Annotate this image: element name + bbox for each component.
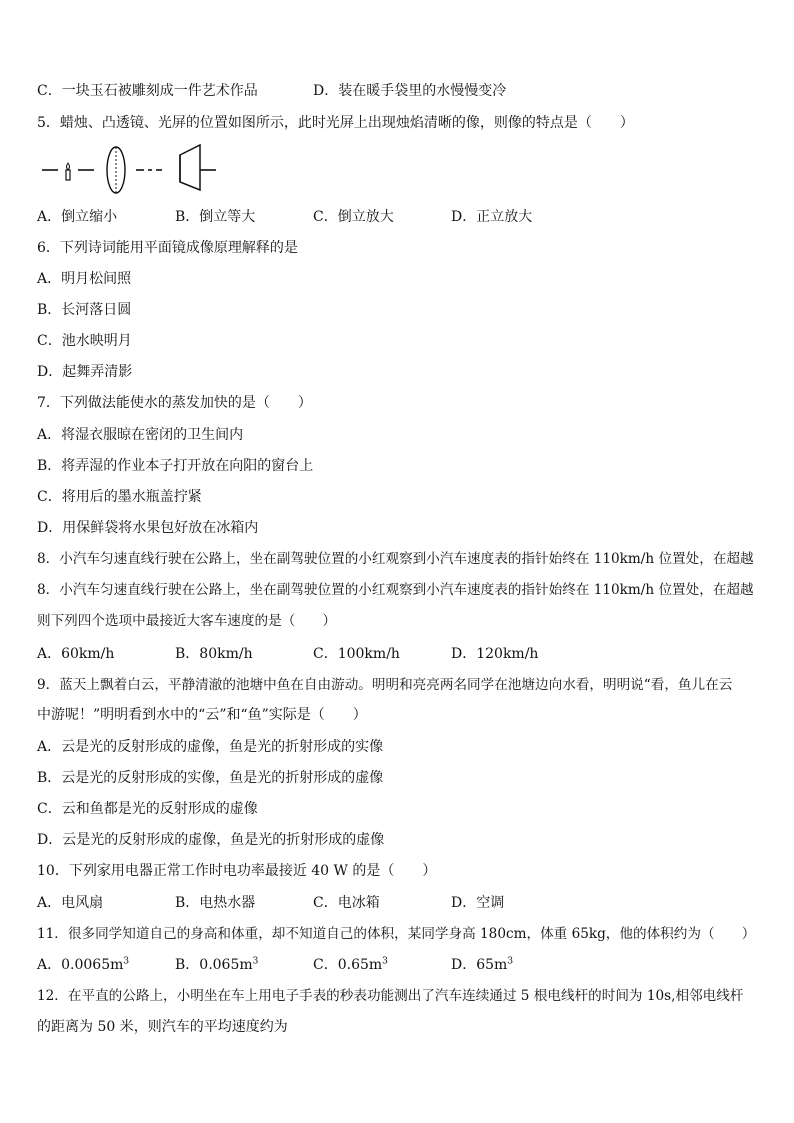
q8-option-c: C．100km/h <box>313 646 400 662</box>
q5-option-b: B．倒立等大 <box>175 209 256 225</box>
q6-stem: 6．下列诗词能用平面镜成像原理解释的是 <box>37 240 298 256</box>
q5-option-d: D．正立放大 <box>451 209 533 225</box>
q7-stem: 7．下列做法能使水的蒸发加快的是（ ） <box>37 395 312 411</box>
q12-stem-line-1: 的距离为 50 米，则汽车的平均速度约为 <box>37 1019 288 1035</box>
q8-stem-line-2: 则下列四个选项中最接近大客车速度的是（ ） <box>37 613 337 629</box>
q9-option-d: D．云是光的反射形成的虚像，鱼是光的折射形成的虚像 <box>37 832 385 848</box>
q7-option-d: D．用保鲜袋将水果包好放在冰箱内 <box>37 520 259 536</box>
q6-option-a: A．明月松间照 <box>37 271 132 287</box>
q10-option-c: C．电冰箱 <box>313 895 380 911</box>
q8-option-a: A．60km/h <box>37 646 115 662</box>
q9-option-c: C．云和鱼都是光的反射形成的虚像 <box>37 801 258 817</box>
q11-exponent: 3 <box>507 956 514 967</box>
candle-icon <box>66 163 70 180</box>
q11-option-a: A．$0.0065m^3$ <box>37 956 130 973</box>
light-screen-icon <box>180 145 200 190</box>
q9-stem-line-1: 中游呢！”明明看到水中的“云”和“鱼”实际是（ ） <box>37 707 367 723</box>
q10-option-a: A．电风扇 <box>37 895 104 911</box>
q11-option-c: C．$0.65m^3$ <box>313 956 388 973</box>
q6-option-d: D．起舞弄清影 <box>37 364 133 380</box>
q6-option-c: C．池水映明月 <box>37 333 132 349</box>
q9-option-a: A．云是光的反射形成的虚像，鱼是光的折射形成的实像 <box>37 739 384 755</box>
q6-option-b: B．长河落日圆 <box>37 302 132 318</box>
q10-option-d: D．空调 <box>451 895 505 911</box>
q8-stem-line-1: 8．小汽车匀速直线行驶在公路上，坐在副驾驶位置的小红观察到小汽车速度表的指针始终在 110km/h 位置处，在超越 <box>37 582 754 598</box>
q8-option-d: D．120km/h <box>451 646 539 662</box>
q11-stem: 11．很多同学知道自己的身高和体重，却不知道自己的体积，某同学身高 180cm，体重 65kg，他的体积约为（ ） <box>37 926 756 942</box>
q11-exponent: 3 <box>123 956 130 967</box>
q9-option-b: B．云是光的反射形成的实像，鱼是光的折射形成的虚像 <box>37 770 384 786</box>
q11-option-b: B．$0.065m^3$ <box>175 956 259 973</box>
q8-stem-line-0-top: 8．小汽车匀速直线行驶在公路上，坐在副驾驶位置的小红观察到小汽车速度表的指针始终在 110km/h 位置处，在超越 <box>37 551 754 567</box>
q5-option-c: C．倒立放大 <box>313 209 394 225</box>
q11-option-d: D．$65m^3$ <box>451 956 514 973</box>
q4-option-d: D．装在暖手袋里的水慢慢变冷 <box>313 83 507 99</box>
q7-option-a: A．将湿衣服晾在密闭的卫生间内 <box>37 427 244 443</box>
optics-bench-diagram <box>40 143 220 199</box>
q7-option-b: B．将弄湿的作业本子打开放在向阳的窗台上 <box>37 458 314 474</box>
q5-option-a: A．倒立缩小 <box>37 209 118 225</box>
q11-exponent: 3 <box>382 956 388 967</box>
q12-stem-line-0: 12．在平直的公路上，小明坐在车上用电子手表的秒表功能测出了汽车连续通过 5 根电线杆的时间为 10s,相邻电线杆 <box>37 988 744 1004</box>
q5-stem: 5．蜡烛、凸透镜、光屏的位置如图所示，此时光屏上出现烛焰清晰的像，则像的特点是（ ） <box>37 115 634 131</box>
q10-stem: 10．下列家用电器正常工作时电功率最接近 40 W 的是（ ） <box>37 863 437 879</box>
q11-exponent: 3 <box>252 956 259 967</box>
q8-option-b: B．80km/h <box>175 646 253 662</box>
q4-option-c: C．一块玉石被雕刻成一件艺术作品 <box>37 83 258 99</box>
q9-stem-line-0: 9．蓝天上飘着白云，平静清澈的池塘中鱼在自由游动。明明和亮亮两名同学在池塘边向水看，明明说“看，鱼儿在云 <box>37 677 733 693</box>
q10-option-b: B．电热水器 <box>175 895 256 911</box>
convex-lens-icon <box>107 147 125 193</box>
q7-option-c: C．将用后的墨水瓶盖拧紧 <box>37 489 202 505</box>
